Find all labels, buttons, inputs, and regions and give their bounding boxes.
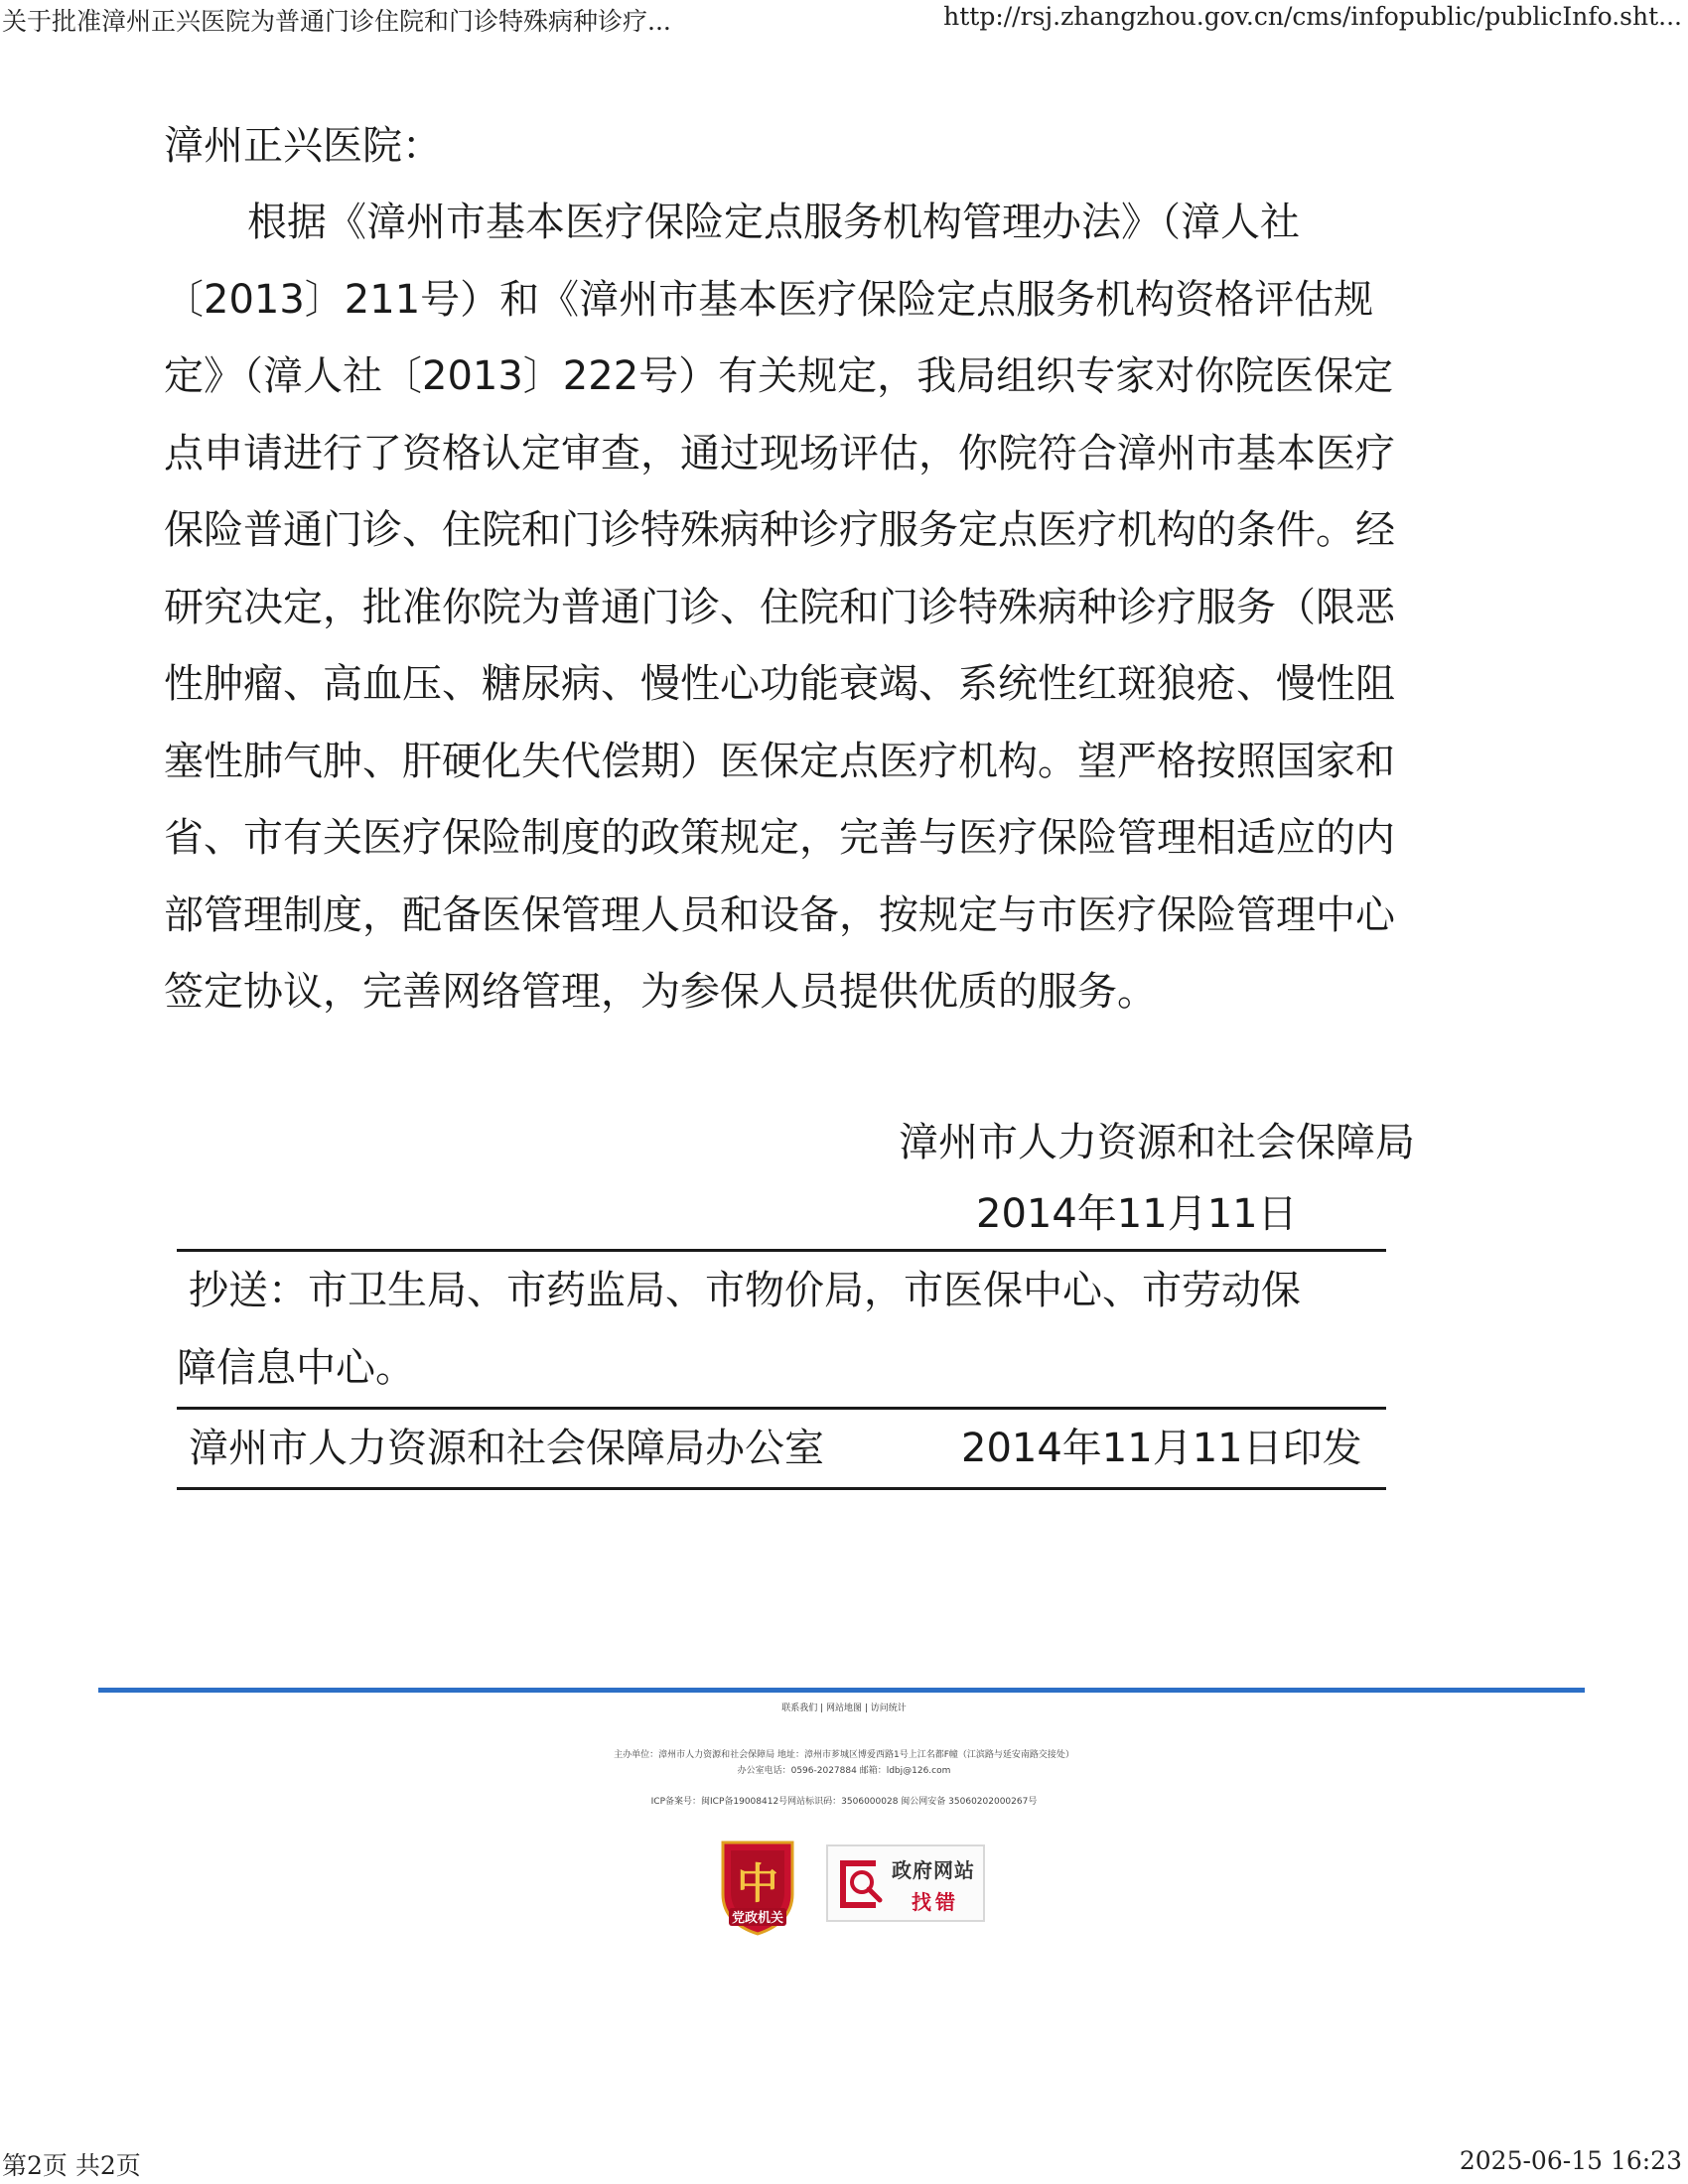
body-line: 研究决定，批准你院为普通门诊、住院和门诊特殊病种诊疗服务（限恶 — [164, 584, 1395, 630]
body-line: 部管理制度，配备医保管理人员和设备，按规定与市医疗保险管理中心 — [164, 891, 1395, 938]
gov-site-error-report-badge[interactable] — [826, 1844, 985, 1922]
print-header-url: http://rsj.zhangzhou.gov.cn/cms/infopublic/publicInfo.sht... — [943, 2, 1682, 31]
party-badge-label: 党政机关 — [731, 1911, 784, 1926]
cc-text — [177, 1252, 1386, 1407]
divider — [177, 1487, 1386, 1490]
footer-icp-info: ICP备案号：闽ICP备19008412号网站标识码：3506000028 闽公网安备 35060202000267号 — [650, 1797, 1038, 1807]
cc-line: 障信息中心。 — [177, 1345, 415, 1391]
letter-salutation: 漳州正兴医院： — [164, 123, 442, 169]
body-line: 保险普通门诊、住院和门诊特殊病种诊疗服务定点医疗机构的条件。经 — [164, 507, 1395, 553]
issue-row — [177, 1410, 1386, 1487]
print-timestamp: 2025-06-15 16:23 — [1459, 2146, 1682, 2175]
body-line: 性肿瘤、高血压、糖尿病、慢性心功能衰竭、系统性红斑狼疮、慢性阻 — [164, 661, 1395, 707]
badge-error-line2: 找错 — [912, 1890, 959, 1914]
print-footer — [0, 2146, 1688, 2180]
issuing-office: 漳州市人力资源和社会保障局办公室 — [189, 1426, 824, 1471]
cc-line: 抄送：市卫生局、市药监局、市物价局，市医保中心、市劳动保 — [189, 1268, 1301, 1313]
party-government-badge[interactable] — [717, 1837, 798, 1936]
signature-block — [899, 1107, 1455, 1250]
body-line: 省、市有关医疗保险制度的政策规定，完善与医疗保险管理相适应的内 — [164, 815, 1395, 861]
issue-date: 2014年11月11日印发 — [961, 1426, 1362, 1471]
body-line: 根据《漳州市基本医疗保险定点服务机构管理办法》（漳人社 — [247, 200, 1300, 245]
svg-text:中: 中 — [736, 1859, 779, 1908]
badge-error-line1: 政府网站 — [892, 1858, 975, 1882]
party-emblem-icon — [717, 1837, 798, 1936]
footer-links[interactable]: 联系我们 | 网站地图 | 访问统计 — [781, 1704, 907, 1713]
print-header — [0, 2, 1688, 38]
distribution-block — [177, 1249, 1386, 1490]
signature-date: 2014年11月11日 — [976, 1191, 1298, 1237]
body-line: 定》（漳人社〔2013〕222号）有关规定，我局组织专家对你院医保定 — [164, 353, 1394, 399]
body-line: 塞性肺气肿、肝硬化失代偿期）医保定点医疗机构。望严格按照国家和 — [164, 738, 1395, 784]
signature-org: 漳州市人力资源和社会保障局 — [899, 1120, 1415, 1165]
body-line: 〔2013〕211号）和《漳州市基本医疗保险定点服务机构资格评估规 — [164, 276, 1374, 323]
page-counter: 第2页 共2页 — [2, 2151, 141, 2180]
footer-contact-info: 办公室电话：0596-2027884 邮箱：ldbj@126.com — [737, 1766, 951, 1776]
body-line: 签定协议，完善网络管理，为参保人员提供优质的服务。 — [164, 969, 1157, 1015]
footer-host-info: 主办单位：漳州市人力资源和社会保障局 地址：漳州市芗城区博爱西路1号上江名都F幢（江滨路与延安南路交接处） — [614, 1750, 1074, 1760]
print-header-title: 关于批准漳州正兴医院为普通门诊住院和门诊特殊病种诊疗... — [2, 7, 671, 36]
magnifier-icon — [836, 1856, 892, 1912]
letter-body — [164, 107, 1494, 1031]
footer-divider — [98, 1688, 1585, 1693]
body-line: 点申请进行了资格认定审查，通过现场评估，你院符合漳州市基本医疗 — [164, 430, 1395, 477]
